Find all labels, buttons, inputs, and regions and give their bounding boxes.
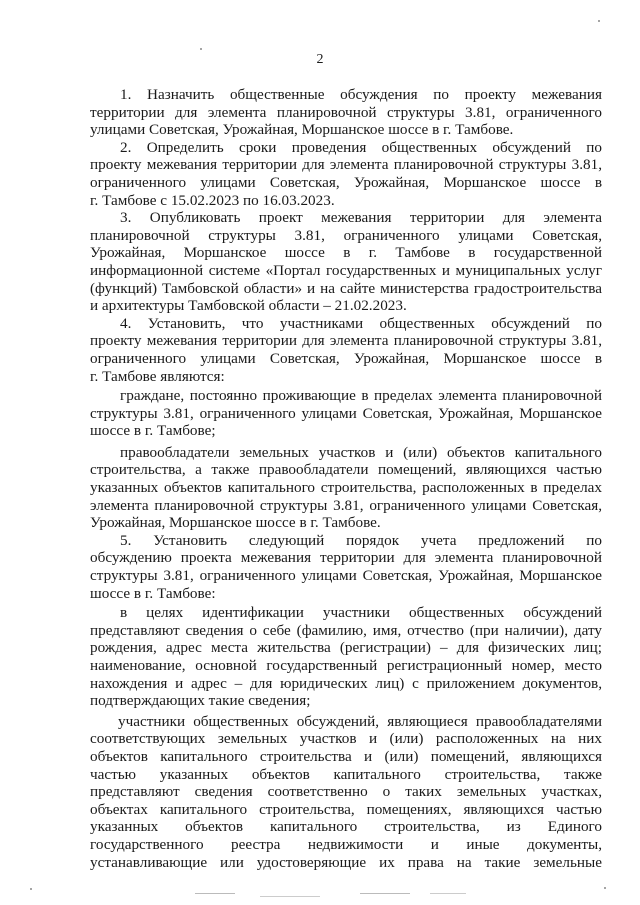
paragraph-item-identification	[90, 604, 602, 710]
paragraph-item-rights-holders	[90, 713, 602, 871]
scan-artifact	[430, 893, 466, 894]
paragraph-line: соответствующих земельных участков и (или) расположенных на них	[90, 730, 602, 748]
paragraph-line: 5. Установить следующий порядок учета предложений по	[120, 531, 602, 549]
paragraph-line: 4. Установить, что участниками общественных обсуждений по	[120, 314, 602, 332]
paragraph-line: объектов капитального строительства и (или) помещений, являющихся	[90, 747, 602, 765]
paragraph-line: шоссе в г. Тамбове:	[90, 584, 216, 602]
paragraph-line: улицами Советская, Урожайная, Моршанское шоссе в г. Тамбове.	[90, 121, 514, 139]
paragraph-line: представляют сведения соответственно о таких земельных участках,	[90, 783, 602, 801]
paragraph-item-participants-owners	[90, 444, 602, 532]
paragraph-line: проекту межевания территории для элемента планировочной структуры 3.81,	[90, 332, 602, 350]
scan-speck	[598, 20, 600, 22]
paragraph-item-5	[90, 532, 602, 602]
paragraph-line: проекту межевания территории для элемента планировочной структуры 3.81,	[90, 156, 602, 174]
paragraph-line: участники общественных обсуждений, являющиеся правообладателями	[118, 712, 602, 730]
paragraph-line: ограниченного улицами Советская, Урожайная, Моршанское шоссе в	[90, 349, 602, 367]
paragraph-line: элемента планировочной структуры 3.81, ограниченного улицами Советская,	[90, 496, 602, 514]
paragraph-line: обсуждению проекта межевания территории для элемента планировочной	[90, 549, 602, 567]
paragraph-line: Урожайная, Моршанское шоссе в г. Тамбове в государственной	[90, 244, 602, 262]
paragraph-line: представляют сведения о себе (фамилию, имя, отчество (при наличии), дату	[90, 621, 602, 639]
paragraph-item-2	[90, 139, 602, 209]
paragraph-item-4	[90, 315, 602, 385]
paragraph-line: и архитектуры Тамбовской области – 21.02.2023.	[90, 297, 407, 315]
paragraph-line: 2. Определить сроки проведения общественных обсуждений по	[120, 138, 602, 156]
scan-speck	[30, 888, 32, 890]
paragraph-line: наименование, основной государственный регистрационный номер, место	[90, 657, 602, 674]
paragraph-item-1	[90, 86, 602, 139]
paragraph-item-participants-citizens	[90, 387, 602, 440]
paragraph-line: ограниченного улицами Советская, Урожайная, Моршанское шоссе в	[90, 173, 602, 191]
paragraph-line: правообладатели земельных участков и (или) объектов капитального	[120, 443, 602, 461]
paragraph-line: устанавливающие или удостоверяющие их права на такие земельные	[90, 853, 602, 871]
paragraph-line: частью указанных объектов капитального строительства, также	[90, 765, 602, 783]
paragraph-line: указанных объектов капитального строительства, из Единого	[90, 818, 602, 836]
scan-artifact	[260, 896, 320, 897]
paragraph-line: объектах капитального строительства, помещениях, являющихся частью	[90, 800, 602, 818]
paragraph-line: шоссе в г. Тамбове;	[90, 422, 216, 440]
scan-artifact	[195, 893, 235, 894]
paragraph-line: рождения, адрес места жительства (регистрации) – для физических лиц;	[90, 639, 602, 657]
paragraph-line: планировочной структуры 3.81, ограниченного улицами Советская,	[90, 226, 602, 244]
paragraph-line: в целях идентификации участники общественных обсуждений	[120, 604, 602, 622]
paragraph-line: (функций) Тамбовской области» и на сайте министерства градостроительства	[90, 279, 602, 297]
paragraph-line: государственного реестра недвижимости и иные документы,	[90, 835, 602, 853]
paragraph-line: граждане, постоянно проживающие в пределах элемента планировочной	[120, 387, 602, 405]
scan-speck	[604, 887, 606, 889]
paragraph-line: г. Тамбове являются:	[90, 367, 225, 385]
paragraph-line: территории для элемента планировочной структуры 3.81, ограниченного	[90, 103, 602, 121]
page-number: 2	[316, 52, 324, 67]
paragraph-line: 3. Опубликовать проект межевания территории для элемента	[120, 209, 602, 227]
scan-speck	[200, 48, 202, 50]
scan-artifact	[360, 893, 410, 894]
paragraph-line: информационной системе «Портал государственных и муниципальных услуг	[90, 261, 602, 279]
paragraph-line: структуры 3.81, ограниченного улицами Советская, Урожайная, Моршанское	[90, 404, 602, 422]
document-body	[90, 86, 602, 871]
paragraph-line: 1. Назначить общественные обсуждения по проекту межевания	[120, 86, 602, 103]
paragraph-line: г. Тамбове с 15.02.2023 по 16.03.2023.	[90, 191, 335, 209]
paragraph-item-3	[90, 209, 602, 315]
paragraph-line: указанных объектов капитального строительства, расположенных в пределах	[90, 479, 602, 497]
paragraph-line: строительства, а также правообладатели помещений, являющихся частью	[90, 461, 602, 479]
paragraph-line: подтверждающих такие сведения;	[90, 692, 311, 710]
paragraph-line: нахождения и адрес – для юридических лиц) с приложением документов,	[90, 674, 602, 692]
paragraph-line: Урожайная, Моршанское шоссе в г. Тамбове.	[90, 514, 381, 532]
paragraph-line: структуры 3.81, ограниченного улицами Советская, Урожайная, Моршанское	[90, 567, 602, 585]
